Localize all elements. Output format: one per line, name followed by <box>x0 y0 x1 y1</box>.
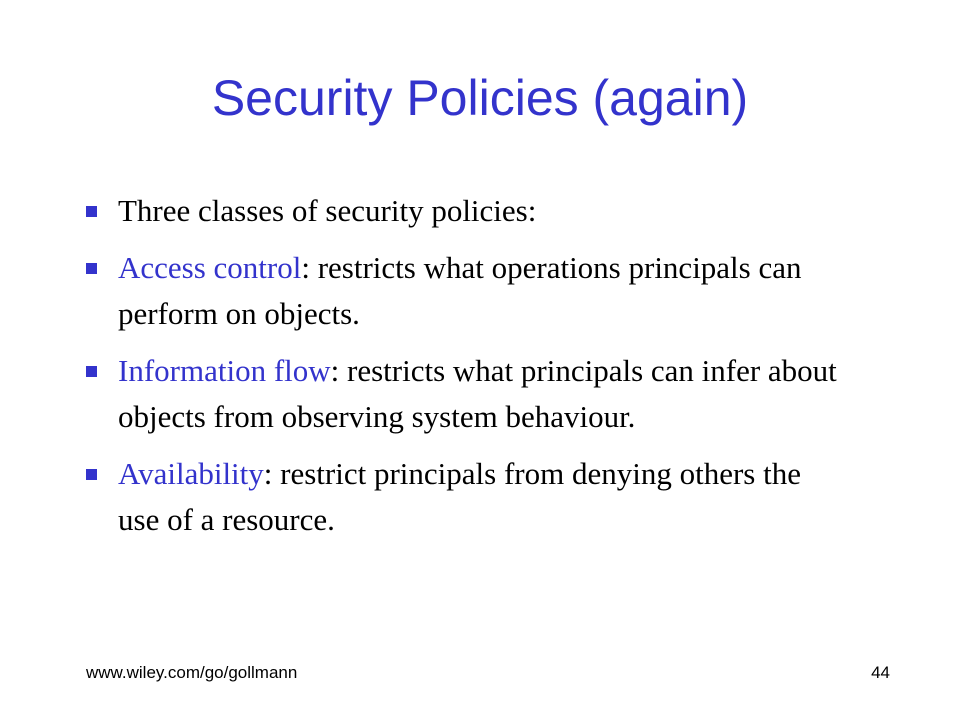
bullet-text: : restrict principals from denying others the use of a resource. <box>118 456 801 537</box>
page-number: 44 <box>871 663 890 682</box>
bullet-item <box>84 451 844 543</box>
bullet-term: Availability <box>118 456 264 491</box>
square-bullet-icon <box>86 366 97 377</box>
bullet-text: Three classes of security policies: <box>118 193 537 228</box>
bullet-item <box>84 348 844 440</box>
bullet-text: : restricts what principals can infer about objects from observing system behaviour. <box>118 353 837 434</box>
bullet-list <box>84 188 844 554</box>
bullet-item <box>84 245 844 337</box>
square-bullet-icon <box>86 263 97 274</box>
square-bullet-icon <box>86 206 97 217</box>
bullet-term: Access control <box>118 250 302 285</box>
bullet-item <box>84 188 844 234</box>
bullet-text: : restricts what operations principals can perform on objects. <box>118 250 802 331</box>
bullet-term: Information flow <box>118 353 331 388</box>
square-bullet-icon <box>86 469 97 480</box>
slide-title: Security Policies (again) <box>211 70 749 126</box>
footer-url: www.wiley.com/go/gollmann <box>86 663 298 682</box>
